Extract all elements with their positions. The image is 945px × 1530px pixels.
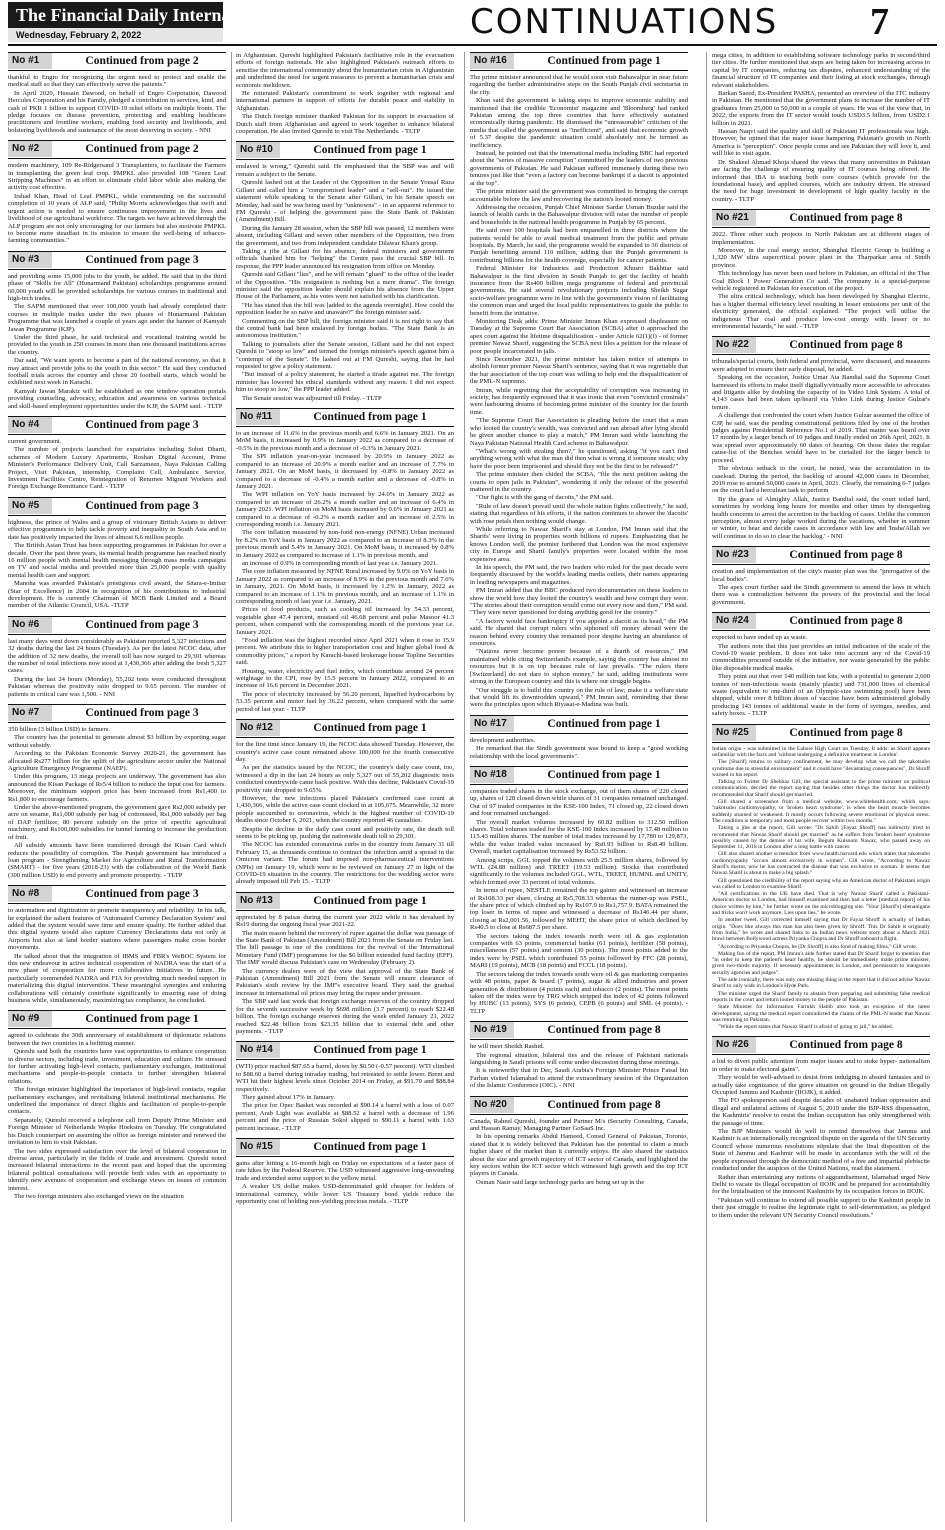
- article-paragraph: The sectors taking the index towards south were oil & gas marketing companies with 48 points, paper & board (7 points), sugar & allied industries and power generation & distribution (4 points each) and tobacco (2 points). The most points taken off the index were by TRG which stripped the index of 42 points followed by HUBC (13 points), SYS (6 points), CEPB (6 points) and SML (4 points). - TLTP: [470, 970, 688, 1015]
- article-paragraph: The SAPM mentioned that over 100,000 youth had already completed their courses in multiple trades under the two phases of Hunarmand Pakistan Programme that was launched a couple of years ago under the banner of Kamyab Jawan Programme (KJP).: [8, 303, 226, 333]
- article-number: No #7: [8, 705, 52, 721]
- article-body: [8, 519, 226, 610]
- article-paragraph: Speaking on the occasion, Justice Umar Ata Bandial said the Supreme Court harnessed its efforts to make itself digitally/virtually more accessible to advocates and litigants alike by doubling the capacity of its Video Link System. A total of 4,143 cases had been taken up/heard via Video Link during Justice Gulzar's tenure.: [712, 374, 930, 411]
- article-number: No #23: [712, 547, 756, 563]
- column-divider: [706, 52, 707, 1522]
- article-paragraph: The prime minister then chided the SCBA, "file the next petition asking the courts to open jails in Pakistan", wondering if only the release of the powerful mattered in the country.: [470, 471, 688, 493]
- article-header: [712, 724, 930, 743]
- column-divider: [464, 52, 465, 1522]
- column-divider: [231, 52, 232, 1522]
- masthead-left: [8, 2, 275, 42]
- article-header: [236, 408, 454, 427]
- article-body: [236, 1063, 454, 1132]
- article-paragraph: Indian origin - was submitted in the Lahore High Court on Tuesday. It adds: as Sharif appears unfamiliar with the facts and 'without undergoing a definitive treatment in London'.: [712, 745, 930, 758]
- article-number: No #1: [8, 53, 52, 69]
- article-title: Continued from page 1: [547, 768, 661, 781]
- article-number: No #15: [236, 1139, 280, 1155]
- article-paragraph: In terms of rupee, NESTLE remained the top gainer and witnessed an increase of Rs108.33 per share, closing at Rs5,708.33 whereas the runner-up was PSEL, the share price of which climbed up by Rs107.9 to Rs1,757.9. BATA remained the top loser in terms of rupee and witnessed a decrease of Rs146.44 per share, closing at Rs2,001.56, followed by MEHT, the share price of which declined by Rs40.5 to close at Rs687.5 per share.: [470, 887, 688, 932]
- article-paragraph: "All certifications in the UK have died. That is why Nawaz Sharif called a Pakistani-American doctor to London, had himself examined and then had a letter [medical report] of his choice written by him," he further wrote on the microblogging site. "Your [Sharif's] shenanigans and tricks won't work anymore. Lies upon lies," he wrote.: [712, 891, 930, 917]
- article: [8, 1010, 226, 1200]
- article-paragraph: The aide ironically, there was only one missing thing in the report that it did not advise Nawaz Sharif to only walk in London's Hyde Park.: [712, 977, 930, 990]
- column-2: [236, 52, 454, 1522]
- article-paragraph: The Senate session was adjourned till Friday. - TLTP: [242, 394, 382, 402]
- article-paragraph: "According to Priyanka Chopra, he [Dr Shroff] is also fond of making films," Gill wrote.: [718, 943, 918, 950]
- article-paragraph: Instead, he pointed out that the international media including BBC had reported about the "series of massive corruption" committed by the leaders of two previous governments of Pakistan. He said Pakistan suffered immensely during these two tenures just like that "even a factory can become bankrupt if a dacoit is appointed at the top".: [470, 150, 688, 187]
- article-paragraph: Osman Nasir said large technology parks are being set up in the: [476, 1178, 645, 1186]
- article-paragraph: Hassan Naqvi said the quality and skill of Pakistani IT professionals was high. However, he opined that the major issue hampering Pakistan's growth in North America is "perception". Once people come and see Pakistan they will love it, and will like to visit again.: [712, 128, 930, 158]
- column-3: [470, 52, 688, 1522]
- article-title: Continued from page 8: [547, 1098, 661, 1111]
- article-paragraph: Talking to Twitter Dr Shehbaz Gill, the special assistant to the prime minister on political communication, decried the report saying that besides other things the doctor has indirectly recommended that Sharif should get married.: [712, 779, 930, 798]
- article: [8, 52, 226, 134]
- article-title: Continued from page 3: [85, 419, 199, 432]
- article-number: No #8: [8, 886, 52, 902]
- article-body: [8, 726, 226, 879]
- article-paragraph: Qureshi said Gillani "lies", and he will remain "glued" to the office of the leader of the Opposition. "His resignation is nothing but a mere drama". The foreign minister said the opposition leader should explain his absence from the Upper House of the Parliament, as his votes were not satisfied with his clarification.: [236, 271, 454, 301]
- article-body: [712, 746, 930, 1031]
- article-paragraph: The NCOC has extended coronavirus curbs in the country from January 31 till February 15, as thousands continue to contract the infection amid a spread in the Omicron variant. The forum had imposed non-pharmaceutical interventions (NPIs) on January 19, which were to be reviewed on January 27 in light of the COVID-19 situation in the country. The restrictions for the wedding sector were already imposed till Feb 15. - TLTP: [236, 841, 454, 886]
- article-paragraph: As per the statistics issued by the NCOC, the country's daily case count, too, witnessed a dip in the last 24 hours as only 5,327 out of 55,202 diagnostic tests conducted countrywide came back positive. With this decline, Pakistan's Covid-19 positivity rate dropped to 9.65%.: [236, 764, 454, 794]
- article-header: [470, 52, 688, 71]
- article-header: [8, 140, 226, 159]
- article-header: [8, 616, 226, 635]
- article-number: No #12: [236, 720, 280, 736]
- article: [236, 1138, 454, 1205]
- article-paragraph: Irshad Khan, Head of Leaf PMPKL, while commenting on the successful completion of 10 years of ALP said, "Philip Morris acknowledges that swift and urgent action is needed to ensure continuous improvement in the lives and livelihood of our agricultural workforce. The targets we have achieved through the ALP program are not only encouraging for our farmers but also motivate PMPKL to become more steadfast in its mission to ensure the well-being of tobacco-farming communities.": [8, 192, 226, 245]
- article: [8, 885, 226, 1004]
- article-paragraph: The authors note that this just provides an initial indication of the scale of the Covid-19 waste problem. It does not take into account any of the Covid-19 commodities procured outside of the initiative, nor waste generated by the public like disposable medical masks.: [712, 642, 930, 672]
- article: [470, 766, 688, 1015]
- article-title: Continued from page 1: [313, 722, 427, 735]
- article-header: [8, 497, 226, 516]
- article-paragraph: Manoha was awarded Pakistan's prestigious civil award, the Sitara-e-Imtiaz (Star of Excellence) in 2004 in recognition of his contributions to industrial development. He is currently Chairman of MCB Bank Limited and a Board member of the Atlantic Council, USA. -TLTP: [8, 580, 226, 610]
- article-body: [236, 741, 454, 886]
- article-paragraph: The price for Opec Basket was recorded at $90.14 a barrel with a loss of 0.07 percent, Arab Light was available at $88.52 a barrel with a decrease of 1.96 percent and the price of Russian Sokol slipped to $90.11 a barrel with 1.63 percent increase. - TLTP: [236, 1102, 454, 1132]
- article-paragraph: Commenting on the SBP bill, the foreign minister said it is not right to say that the central bank had been enslaved by foreign bodies. "The State Bank is an autonomous institution.": [236, 317, 454, 340]
- article-paragraph: The two foreign ministers also exchanged views on the situation: [14, 1192, 184, 1200]
- article-paragraph: During the January 28 session, when the SBP bill was passed, 12 members were absent, including Gillani and seven other members of the Opposition, two from the government, and two from independent candidate Dilawar Khan's group.: [236, 224, 454, 247]
- article: [470, 1021, 688, 1089]
- article: [470, 715, 688, 760]
- article-paragraph: Separately, Qureshi received a telephone call from Deputy Prime Minister and Foreign Minister of Netherlands Wopke Hoekstra on Tuesday. He congratulated his Dutch counterpart on assuming the office as foreign minister and renewed the invitation to him to visit Pakistan.: [8, 1116, 226, 1147]
- article-paragraph: "What's wrong with stealing then?," he questioned, asking "if you can't find anything wrong with what the man did then what is wrong if someone steals; why have the poor been imprisoned and should they not be the first to be released?": [470, 447, 688, 470]
- article-paragraph: He said over 100 hospitals had been empanelled in three districts where the patients would be able to avail medical treatment from the public and private hospitals. By March, he said, the programme would be expanded to 36 districts of Punjab benefiting around 110 million, adding that the Punjab government is contributing billions for the health coverage, especially for cancer patients.: [470, 227, 688, 264]
- article-paragraph: The [Sharif] returns to solitary confinement, he may develop what we call the takotsubo syndrome due to stressful environment" and it could have "devastating consequences", Dr Shroff warned in his report.: [712, 759, 930, 778]
- article-paragraph: Despite the decline in the daily case count and positivity rate, the death toll seems to be picking up, pushing the nationwide death toll to 29,301.: [236, 825, 454, 840]
- article-body: [470, 1043, 688, 1089]
- article-title: Continued from page 3: [85, 499, 199, 512]
- article-number: No #10: [236, 142, 280, 158]
- article-title: Continued from page 3: [85, 253, 199, 266]
- article-paragraph: He reiterated Pakistan's commitment to work together with regional and international partners in support of efforts for durable peace and stability in Afghanistan.: [236, 90, 454, 112]
- article-paragraph: Addressing the occasion, Punjab Chief Minister Sardar Usman Buzdar said the launch of health cards in the Bahawalpur division will raise the number of people and households in the national health programme in Punjab by 65 percent.: [470, 203, 688, 226]
- article-paragraph: "Pakistan will continue to extend all possible support to the Kashmiri people in their just struggle to realise the legitimate right to self-determination, as pledged to them under the relevant UN Security Council resolutions.": [712, 1196, 930, 1219]
- article-paragraph: The number of projects launched for expatriates including Sohni Dharti, schemes of Modern Luxury Apartments, Roshan Digital Account, Prime Minister's Performance Delivery Unit, Call Sarzameen, Naya Pakistan Calling Project, Visit Pakistan, internship, Complaint Cell, Ambulance Service, Investment Facilities Centre, Reintegration of Returnee Migrant Workers and Foreign Exchange Remittance Card. - TLTP: [8, 446, 226, 491]
- article: [236, 141, 454, 402]
- article-paragraph: Gill shared a screenshot from a medical website, www.whitehealth.com, which says: "takotsubo cardiomyopathy, or 'broken heart syndrome', is when the heart muscle becomes suddenly stunned or weakened. It mostly occurs following severe emotional or physical stress. The condition is temporary and most people recover within two months.": [712, 799, 930, 824]
- article-title: Continued from page 3: [85, 888, 199, 901]
- article-header: [236, 1138, 454, 1157]
- article-paragraph: They gained about 17% in January.: [242, 1093, 335, 1101]
- article-body: [236, 52, 454, 135]
- article-paragraph: Talking to journalists after the Senate session, Gillani said he did not expect Qureshi to "stoop so low" and termed the foreign minister's speech against him a "contempt of the Senate". He lashed out at FM Qureshi, saying that he had requested to give a policy statement.: [236, 340, 454, 371]
- article-paragraph: The overall market volumes increased by 60.82 million to 312.50 million shares. Total volumes traded for the KSE-100 Index increased by 17.48 million to 115.43 million shares. The number of total trades increased by 17,780 to 129,873, while the value traded value increased by Rs0.93 billion to Rs8.49 billion. Overall, market capitalisation increased by Rs53.52 billion.: [470, 818, 688, 856]
- article-title: Continued from page 8: [789, 1039, 903, 1052]
- article-paragraph: The minister urged the Sharif family to abstain from preparing and submitting false medical reports in the court and return looted money to the people of Pakistan.: [712, 990, 930, 1003]
- article-paragraph: The foreign minister highlighted the importance of high-level contacts, regular parliamentary exchanges, and revitalising bilateral institutional mechanisms. He underlined the importance of direct flights and facilitation of people-to-people contacts.: [8, 1086, 226, 1116]
- article: [712, 209, 930, 330]
- article-paragraph: Since December 2021, the prime minister has taken notice of attempts to abolish former premier Nawaz Sharif's sentence, saying that it was regrettable that the bar association of the top court was willing to help end the disqualification of the PML-N supremo.: [470, 356, 688, 386]
- article-paragraph: "While the report states that Nawaz Sharif is afraid of going to jail," he added.: [718, 1024, 894, 1031]
- article-number: No #24: [712, 613, 756, 629]
- article: [236, 408, 454, 713]
- article-paragraph: A weaker US dollar makes USD-denominated gold cheaper for holders of international currency, while lower US Treasury bond yields reduce the opportunity cost of holding non-yielding precious metals. - TLTP: [236, 1183, 454, 1205]
- article-title: Continued from page 3: [85, 618, 199, 631]
- article-paragraph: Kamyab Jawan Marakiz will be established as one window operation portals providing counseling, advocacy, education and awareness on various technical and skill-based employment opportunities under the KJP, the SAPM said. - TLTP: [8, 387, 226, 410]
- article-body: [470, 737, 688, 760]
- article-paragraph: In April 2020, Hussain Dawood, on behalf of Engro Corporation, Dawood Hercules Corporation and his Family, pledged a contribution in services, kind, and cash of PKR 1 billion to support COVID-19 relief efforts on multiple fronts. The pledge focuses on disease prevention, protecting and enabling healthcare practitioners and frontline workers, enabling food security and livelihoods, and bolstering livelihoods and sustenance of the most deserving in society. - NNI: [8, 89, 226, 134]
- article-paragraph: PM Imran added that the BBC produced two documentaries on these leaders to show the world how they looted the country's wealth and how corrupt they were. "The stories about their corruption would come out every now and then," PM said. "They were never questioned for doing anything good for the country.": [470, 587, 688, 617]
- article: [712, 724, 930, 1031]
- article-paragraph: The SPI inflation year-on-year increased by 20.9% in January 2022 as compared to an increase of 20.9% a month earlier and an increase of 7.7% in January 2021. On an MoM basis, it decreased by -0.8% in January 2022 as compared to a decrease of -0.4% a month earlier and a decrease of -0.8% in January 2021.: [236, 453, 454, 490]
- article-title: Continued from page 1: [313, 1044, 427, 1057]
- article-paragraph: The apex court further said the Sindh government to amend the laws in which there was a contradiction between the powers of the provincial and the local government.: [712, 583, 930, 606]
- article-paragraph: While referring to Nawaz Sharif's stay at London, PM Imran said that the Sharifs' were living in properties worth billions of rupees. Emphasizing that he knows London well, the premier furthered that London was the most expensive city in Europe and Sharif family's properties were located within the most expensive area.: [470, 525, 688, 563]
- article-header: [8, 52, 226, 71]
- article-paragraph: Making fun of the report, PM Imran's aide further stated that Dr Sharif forgot to mention that "in order to keep the patient's heart healthy, he should be immediately made prime minister, given two-thirds majority. If necessary appointments in London, and permission to inaugurate security agencies and judges".: [712, 950, 930, 976]
- article: [712, 612, 930, 717]
- article-number: No #16: [470, 53, 514, 69]
- article-paragraph: The BJP Ministers would do well to remind themselves that Jammu and Kashmir is an internationally recognized dispute on the agenda of the UN Security Council whose numerous resolutions stipulate that the final disposition of the State of Jammu and Kashmir will be made in accordance with the will of the people expressed through the democratic method of a free and impartial plebiscite conducted under the auspices of the United Nations, read the statement.: [712, 1128, 930, 1173]
- article-header: [8, 1010, 226, 1029]
- article-paragraph: The SBP said last week that foreign exchange reserves of the country dropped for the seventh successive week by $698 million (3.7 percent) to reach $22.48 billion. The foreign exchange reserves during the week ended January 21, 2022 reached $22.48 billion from $23.35 billion due to external debt and other payments. - TLTP: [236, 998, 454, 1035]
- article-header: [236, 1041, 454, 1060]
- article-header: [8, 251, 226, 270]
- article-paragraph: "The Supreme Court Bar Association is pleading before the court that a man who looted the country's wealth, was convicted and ran abroad after lying should be given another chance to play a match," PM Imran said while launching the Naya Pakistan National Health Card scheme in Bahawalpur.: [470, 417, 688, 447]
- article-number: No #20: [470, 1097, 514, 1113]
- article-body: [712, 568, 930, 606]
- article-paragraph: Rather than entertaining any notions of aggrandisement, Islamabad urged New Delhi to vacate its illegal occupation of IIOJK and be prepared for accountability for the brutalisation of the innocent Kashmiris by its occupation forces in IIOJK.: [712, 1173, 930, 1196]
- article-paragraph: Dar said, "We want sports to become a part of the national economy, so that it may attract and provide jobs to the youth in this sector." He said they conducted football trials across the country and chose 20 football starts, which would be exhibited next week in Karachi.: [8, 357, 226, 387]
- article-header: [8, 885, 226, 904]
- article-paragraph: It is noteworthy that in Dec, Saudi Arabia's Foreign Minister Prince Faisal bin Farhan visited Islamabad to attend the extraordinary session of the Organization of the Islamic Conference (OIC). - NNI: [470, 1067, 688, 1090]
- article-paragraph: Canada, Raheel Qureshi, founder and Partner M/s iSecurity Consulting, Canada, and Hassan Ramay, Managing Partner GoSaaS Inc.: [470, 1117, 688, 1132]
- article-number: No #14: [236, 1042, 280, 1058]
- article-body: [470, 74, 688, 709]
- article-header: [712, 546, 930, 565]
- article-number: No #22: [712, 337, 756, 353]
- article-header: [236, 141, 454, 160]
- article: [236, 52, 454, 135]
- article-paragraph: Housing, water, electricity and fuel index, which contribute around 24 percent weightage to the CPI, rose by 15.5 percent in January 2022, compared to an increase of 16.6 percent in December 2021.: [236, 667, 454, 690]
- article-title: Continued from page 1: [313, 411, 427, 424]
- article-body: [712, 52, 930, 203]
- article-header: [470, 1021, 688, 1040]
- section-title: CONTINUATIONS: [470, 2, 779, 42]
- article-number: No #4: [8, 417, 52, 433]
- article-paragraph: 2022. Three other such projects in North Pakistan are at different stages of implementation.: [712, 231, 930, 246]
- article-header: [712, 612, 930, 631]
- article-paragraph: Barkan Saeed, Ex-President PASHA, presented an overview of the ITC industry in Pakistan. He mentioned that the government plans to increase the number of IT graduates from 25,000 to 50,000 in a couple of years. He was of the view that, in 2022, the exports from the IT sector would touch USD3.5 billion, from USD2.1 billion in 2021.: [712, 90, 930, 127]
- article-paragraph: highness, the prince of Wales and a group of visionary British Asians to deliver effective programmes to help tackle poverty and inequality in South Asia and to date has positively impacted the lives of almost 6.6 million people.: [8, 518, 226, 541]
- article-body: [8, 438, 226, 491]
- article-number: No #13: [236, 893, 280, 909]
- article-paragraph: modern machinery, 109 Re-Ridgersand 3 Transplanters, to facilitate the Farmers in transplanting the green leaf crop. PMPKL also provided 108 "Green Leaf Stripping Machines" in an effort to eliminate child labor while also making the activity cost effective.: [8, 162, 226, 192]
- article: [8, 704, 226, 879]
- page-number: 7: [870, 1, 889, 43]
- article-paragraph: "But instead of a policy statement, he started a tirade against me. The foreign minister has lowered his ethical standards without any reason. I did not expect him to stoop so low," the PPP leader added.: [236, 371, 454, 394]
- article-title: Continued from page 1: [85, 1013, 199, 1026]
- article-paragraph: 350 billion (3 billion USD) to farmers.: [8, 726, 111, 733]
- article-paragraph: Gill also shared another screenshot from www.health.harvard.edu which states that takotsubo cardiomyopathy "occurs almost exclusively in women". Gill wrote, "According to Nawaz Sharif's doctor, now he has contracted the disease that was exclusive to woman. It seems that Nawaz Sharif is about to make a big splash.": [712, 851, 930, 877]
- article: [712, 336, 930, 540]
- article-body: [8, 907, 226, 1004]
- article-paragraph: State Minister for Information Farrukh Habib also took an exception of the latest development, saying the medical report contradicted the claims of the PML-N leader that Nawaz was returning to Pakistan.: [712, 1004, 930, 1023]
- article-paragraph: "A factory would face bankruptcy if you appoint a dacoit as its head," the PM said. He shared that corrupt rulers who siphoned off money abroad were the reason behind every country that remained poor despite having an abundance of resources.: [470, 617, 688, 648]
- article-paragraph: Moreover, in the coal energy sector, Shanghai Electric Group is building a 1,320 MW ultra supercritical power plant in the Tharparkar area of Sindh province.: [712, 246, 930, 269]
- article-paragraph: "He has stated that the bill was [added to the agenda overnight]. How could the opposition leader be so naive and unaware?" the foreign minister said.: [236, 301, 454, 317]
- article-header: [470, 715, 688, 734]
- article-paragraph: last many days went down considerably as Pakistan reported 5,327 infections and 32 deaths during the last 24 hours (Tuesday). As per the latest NCOC data, after the addition of 32 new deaths, the overall toll has now surged to 29,301 whereas the number of total infections now stood at 1,430,366 after adding the fresh 5,327 cases.: [8, 637, 226, 675]
- article-paragraph: Under the third phase, he said technical and vocational training would be provided to the youth in 250 courses in more than one thousand institutions across the country.: [8, 333, 226, 356]
- article-header: [712, 1036, 930, 1055]
- issue-date: Wednesday, February 2, 2022: [8, 28, 223, 42]
- article-title: Continued from page 8: [789, 212, 903, 225]
- article-title: Continued from page 3: [85, 707, 199, 719]
- article-paragraph: In another tweet, Gill corrected himself saying that Dr Fayaz Shroff is actually of Indian origin. "Does like always this man has also been given by Shroff. This Dr Sahib is originally from India," he wrote and shared links to an Indian news website story about a March 2021 brawl between Bollywood actress Priyanka Chopra and Dr Shroff onboard a flight.: [712, 917, 930, 943]
- column-4: [712, 52, 930, 1522]
- article-body: [470, 1118, 688, 1187]
- article-paragraph: in Afghanistan. Qureshi highlighted Pakistan's facilitative role in the evacuation efforts of foreign nationals. He also highlighted Pakistan's outreach efforts to sensitise the international community about the humanitarian crisis in Afghanistan and underlined the need for urgent measures to prevent a humanitarian crisis and economic meltdown.: [236, 52, 454, 89]
- article-paragraph: Federal Minister for Industries and Production Khusro Bakhtiar said Bahawalpur is the first division in South Punjab to get the facility of health insurance from the Rs400 billion mega programme of federal and provincial governments. He said several revolutionary projects including Sheikh Sugar socio-welfare programme were in line with the government's vision of facilitating the common man and urged the local public representatives to guide the public to benefit from the initiative.: [470, 265, 688, 317]
- article-paragraph: thankful to Engro for recognizing the urgent need to protect and enable the medical staff so that they can effectively serve the patients.": [8, 74, 226, 89]
- article-title: Continued from page 2: [85, 143, 199, 156]
- article-title: Continued from page 8: [789, 615, 903, 628]
- article-paragraph: During the last 24 hours (Monday), 55,202 tests were conducted throughout Pakistan whereas the positivity ratio dropped to 9.65 percent. The number of patients in critical care was 1,500. - NNI: [8, 675, 226, 698]
- article-paragraph: mega cities, in addition to establishing software technology parks in second/third tier cities. He further mentioned that steps are being taken for increasing access to capital by IT companies, reducing tax disputes, enhanced understanding of the financial structure of IT companies and their listing at stock exchanges, through relevant stakeholders.: [712, 52, 930, 89]
- article-paragraph: Khan said the government is taking steps to improve economic stability and mentioned that the credible 'Economist' magazine and 'Bloomberg' had ranked Pakistan among the top three countries that have effectively sustained economically during pandemic. He dismissed the "unreasonable" criticism of the media that called the government as "inefficient", and said that economic growth of 5.37 despite the pandemic situation could absolutely not be termed as inefficiency.: [470, 97, 688, 149]
- article-paragraph: All subsidy amounts have been transferred through the Kisan Card which reduces the possibility of corruption. The Punjab government has introduced a loan program - Strengthening Market for Agriculture and Rural Transformation (SMART) - for five years (2018-23) with the collaboration of the World Bank (300 million USD) to end poverty and promote prosperity. - TLTP: [8, 842, 226, 879]
- article-header: [712, 209, 930, 228]
- article-number: No #19: [470, 1022, 514, 1038]
- article-title: Continued from page 1: [547, 717, 661, 730]
- article-paragraph: The core inflation measured by NFNE Rural increased by 9.0% on YoY basis in January 2022 as compared to an increase of 8.9% in the previous month and 7.6% in January, 2021. On MoM basis, it increased by 1.2% in January, 2022 as compared to an increase of 1.1% in previous month, and an increase of 1.1% in corresponding month of last year i.e. January, 2021.: [236, 568, 454, 605]
- article-title: Continued from page 8: [789, 549, 903, 562]
- article-paragraph: Imran, while regretting that the acceptability of corruption was increasing in society, has frequently expressed that it was ironic that even "convicted criminals" were harbouring dreams of becoming prime minister of the country for the fourth time.: [470, 386, 688, 416]
- article-header: [470, 766, 688, 785]
- article-body: [236, 1160, 454, 1205]
- article-paragraph: He talked about that the integration of IBMS and FBR's WeBOC System for this new endeavour in active technical cooperation of NADRA was the start of a new phase of cooperation for more collaborative initiatives in future. He particularly commended NADRA and FIA for providing much needed support in materializing this digital intervention. These meaningful synergies and enduring collaborations will certainly contribute significantly to ensuring ease of doing business while, simultaneously, maximizing tax compliance, he concluded.: [8, 952, 226, 1004]
- article-paragraph: Among scrips, GGL topped the volumes with 25.5 million shares, followed by WTL (24.88 million) and TREET (19.53 million). Stocks that contributed significantly to the volumes included GGL, WTL, TREET, HUMNL and UNITY, which formed over 33 percent of total volumes.: [470, 856, 688, 886]
- article-paragraph: The prime minister announced that he would soon visit Bahawalpur in near future regarding the further administrative steps on the South Punjab civil secretariat in the city.: [470, 74, 688, 96]
- article: [712, 52, 930, 203]
- article-paragraph: The FO spokesperson said despite decades of unabated Indian oppression and illegal and unilateral actions of August 5, 2019 under the BJP-RSS dispensation, the Kashmiris' resolve to resist the Indian occupation has only strengthened with the passage of time.: [712, 1097, 930, 1127]
- article-number: No #25: [712, 725, 756, 741]
- article-paragraph: They point out that over 140 million test kits, with a potential to generate 2,600 tonnes of non-infectious waste (mainly plastic) and 731,000 litres of chemical waste (equivalent to one-third of an Olympic-size swimming pool) have been shipped, while over 8 billion doses of vaccine have been administered globally producing 143 tonnes of additional waste in the form of syringes, needles, and safety boxes. - TLTP: [712, 673, 930, 718]
- article-paragraph: to automation and digitization to promote transparency and reliability. In his talk, he explained the salient features of 'Automated Currency Declaration System' and added that the system would save time and ensure quality. He further added that this digital system would also capture Currency Declarations data not only at Airports but also at land border stations where passengers make cross border movements.: [8, 907, 226, 952]
- article: [8, 416, 226, 491]
- article-paragraph: The main reason behind the recovery of rupee against the dollar was passage of the State Bank of Pakistan (Amendment) Bill 2021 from the Senate on Friday last. The bill passage is one of the conditions for the revival of the International Monetary Fund (IMF) programme for the $6 billion extended fund facility (EFF). The IMF would discuss Pakistan's case on Wednesday (February 2).: [236, 929, 454, 967]
- article-paragraph: he will meet Sheikh Rashid.: [470, 1043, 545, 1051]
- article: [470, 1096, 688, 1187]
- article-paragraph: Taking a jibe at the report, Gill wrote: "Dr Sahib [Fayaz Shroff] has indirectly tried to recommend that Nawaz Sharif should get married" as he suffers from 'broken heart' syndrome possibly caused by the demise of his wife, Begum Kulsoom Nawaz, who passed away on September 11, 2018 in London after a long battle with cancer.: [712, 825, 930, 851]
- article-paragraph: This technology has never been used before in Pakistan, an official of the Thar Coal Block 1 Power Generation Co said. The company is a special-purpose vehicle registered in Pakistan for execution of the project.: [712, 270, 930, 292]
- article-header: [236, 892, 454, 911]
- article-body: [8, 162, 226, 244]
- article-body: [8, 74, 226, 134]
- article-body: [236, 163, 454, 402]
- article-paragraph: expected to have ended up as waste.: [712, 634, 808, 642]
- article-body: [8, 638, 226, 698]
- article-paragraph: He remarked that the Sindh government was bound to keep a "good working relationship with the local governments".: [470, 745, 688, 760]
- article-body: [712, 634, 930, 717]
- article-paragraph: The British Asian Trust has been supporting programmes in Pakistan for over a decade. Over the past three years, its mental health programme has reached nearly 16 million people with mental health messaging through mass media campaigns on TV and social media and provided more than 25,000 people with quality mental health care and support.: [8, 542, 226, 579]
- article-paragraph: agreed to celebrate the 30th anniversary of establishment of diplomatic relations between the two countries in a befitting manner.: [8, 1032, 226, 1047]
- article-paragraph: The obvious setback to the court, he noted, was the accumulation in its caseload. During the period, the backlog of around 42,000 cases in December, 2019 rose to around 50,000 cases in April, 2021. Clearly, the remaining 6-7 judges on the court had a herculean task to perform: [712, 465, 930, 495]
- masthead-rule: [8, 44, 937, 46]
- article-paragraph: Monitoring Desk adds: Prime Minister Imran Khan expressed displeasure on Tuesday at the Supreme Court Bar Association (SCBA) after it approached the apex court against the lifetime disqualification - under Article 62(1)(f) - of former premier Nawaz Sharif, suggesting the SCBA next files a petition for the release of poor people incarcerated in jails.: [470, 318, 688, 355]
- article-paragraph: appreciated by 8 paisas during the current year 2022 while it has devalued by Rs19 during the ongoing fiscal year 2021-22.: [236, 913, 454, 929]
- article-paragraph: Prices of food products, such as cooking oil increased by 54.33 percent, vegetable ghee 47.4 percent, mustard oil 46.68 percent and pulse Masoor 41.3 percent, when compared with the corresponding month of the previous year i.e. January 2021.: [236, 606, 454, 636]
- article-paragraph: The WPI inflation on YoY basis increased by 24.0% in January 2022 as compared to an increase of 26.2% a month earlier and an increase of 6.4% in January 2021. WPI inflation on MoM basis increased by 0.6% in January 2021 as compared to a decrease of -0.2% a month earlier and an increase of 2.5% in corresponding month i.e. January 2021.: [236, 491, 454, 528]
- article-paragraph: enslaved is wrong," Qureshi said. He emphasised that the SBP was and will remain a subject to the Senate.: [236, 163, 454, 178]
- article-paragraph: "Rule of law doesn't prevail until the whole nation fights collectively," he said, stating that regardless of his efforts, if the nation continues to shower the 'dacoits' with rose petals then nothing would change.: [470, 502, 688, 525]
- article-paragraph: In his speech, the PM said, the two leaders who ruled for the past decade were frequently discussed by the world's leading media outlets, their names appearing in leading newspapers and magazines.: [470, 564, 688, 586]
- article-paragraph: Taking a jibe at Gillani for his absence, federal ministers and government officials thanked him for "helping" the Centre pass the crucial SBP bill. In response, the PPP leader announced his resignation from office on Monday.: [236, 247, 454, 270]
- article-header: [236, 719, 454, 738]
- article-paragraph: The sectors taking the index towards north were oil & gas exploration companies with 63 points, commercial banks (61 points), fertilizer (58 points), miscellaneous (57 points) and cement (30 points). The most points added to the index were by PSEL which contributed 55 points followed by FFC (28 points), MARI (19 points), MCB (18 points) and FCCL (18 points).: [470, 932, 688, 970]
- article-body: [236, 430, 454, 713]
- article-paragraph: (WTI) price reached $87.65 a barrel, down by $0.50 (-0.57 percent). WTI climbed to $88.60 a barrel during intraday trading, but retreated to settle lower. Brent and WTI hit their highest levels since October 2014 on Friday, at $91.70 and $88.84 respectively.: [236, 1063, 454, 1093]
- article-title: Continued from page 1: [313, 894, 427, 907]
- article-paragraph: "Our struggle is to build this country on the rule of law; make it a welfare state that would lift its downtrodden upward," PM Imran said, reminding that these were the principles upon which Riyasat-e-Madina was built.: [470, 686, 688, 709]
- article-paragraph: However, the new infections placed Pakistan's confirmed case count at 1,430,366, while the active case count clocked in at 105,675. Meanwhile, 32 more people succumbed to coronavirus, which is the highest number of COVID-19 deaths since October 6, 2021, when the country reported 46 casualties.: [236, 794, 454, 825]
- article: [712, 1036, 930, 1219]
- article: [8, 251, 226, 410]
- article: [236, 719, 454, 886]
- article-paragraph: an increase of 0.9% in corresponding month of last year i.e. January 2021.: [242, 559, 438, 567]
- article-paragraph: for the first time since January 19, the NCOC data showed Tuesday. However, the country's active case count remained above 100,000 for the fourth consecutive day.: [236, 741, 454, 763]
- article-number: No #21: [712, 210, 756, 226]
- article-paragraph: companies traded shares in the stock exchange, out of them shares of 220 closed up, shares of 128 closed down while shares of 31 companies remained unchanged. Out of 97 traded companies in the KSE-100 Index, 71 closed up, 22 closed down and four remained unchanged.: [470, 787, 688, 818]
- article: [236, 892, 454, 1036]
- article-paragraph: Gill questioned the credibility of the report saying why an American doctor of Pakistani origin was called to London to examine Sharif.: [712, 877, 930, 890]
- article-header: [8, 416, 226, 435]
- article-paragraph: The ultra critical technology, which has been developed by Shanghai Electric, has a higher thermal efficiency level resulting in lesser emissions per unit of the electricity generated, the official explained. "The project will utilise the indigenous Thar coal and produce low-cost energy with lesser or no environmental hazards," he said. - TLTP: [712, 293, 930, 330]
- article-title: Continued from page 1: [547, 55, 661, 67]
- article-paragraph: to an increase of 11.6% in the previous month and 6.6% in January 2021. On an MoM basis, it increased by 0.9% in January 2022 as compared to a decrease of -0.5% in the previous month and a decrease of -0.3% in January 2021.: [236, 430, 454, 452]
- article-paragraph: tribunals/special courts, both federal and provincial, were discussed, and measures were adopted to ensure their early disposal, he added.: [712, 358, 930, 373]
- article-title: Continued from page 8: [789, 726, 903, 739]
- article-paragraph: The Dutch foreign minister thanked Pakistan for its support in evacuation of Dutch staff from Afghanistan and agreed to work together to enhance bilateral cooperation. He also invited Qureshi to visit The Netherlands. - TLTP: [236, 113, 454, 136]
- article-number: No #9: [8, 1011, 52, 1027]
- article: [470, 52, 688, 709]
- article-body: [712, 358, 930, 540]
- article-paragraph: The two sides expressed satisfaction over the level of bilateral cooperation in diverse areas, particularly in the fields of trade and investment. Qureshi noted increased bilateral interactions in the recent past and hoped that the upcoming bilateral political consultations will provide both sides with an opportunity to identify new avenues of cooperation and exchange views on issues of common interest.: [8, 1147, 226, 1192]
- article-paragraph: Under the above-mentioned program, the government gave Rs2,000 subsidy per acre on sesame, Rs1,000 subsidy per bag of cottonseed, Rs1,000 subsidy per bag of DAP fertilizer, 80 percent subsidy on the price of specific agricultural machinery, and Rs100,000 subsidies for tunnel farming to increase the production of fruit.: [8, 804, 226, 841]
- article-paragraph: Under this program, 13 mega projects are underway. The government has also announced the Kisan Package of Rs5/4 billion to reduce the input cost for farmers. Moreover, the minimum support price has been increased from Rs1,400 to Rs1,800 to encourage farmers.: [8, 773, 226, 803]
- article-title: Continued from page 8: [789, 339, 903, 352]
- article-body: [470, 788, 688, 1015]
- article-body: [8, 273, 226, 410]
- article-number: No #5: [8, 498, 52, 514]
- article-header: [8, 704, 226, 723]
- article: [712, 546, 930, 606]
- article-paragraph: The country has the potential to generate almost $3 billion by exporting sugar without subsidy.: [8, 734, 226, 749]
- article-body: [236, 914, 454, 1036]
- article-paragraph: By the grace of Almighty Allah, Justice Bandial said, the court toiled hard, sometimes by working long hours for months and other times by disregarding health concerns to arrest the accretion in the backlog of cases. Unlike the common perception, almost every judge worked during the vacations, whether in summer or winter, to hear and decide cases in accordance with law and 'Insha'Allah we will continue to do so to clear the backlog.' - NNI: [712, 495, 930, 540]
- article-paragraph: "Our fight is with the gang of dacoits," the PM said.: [476, 494, 614, 502]
- article-paragraph: Qureshi lashed out at the Leader of the Opposition in the Senate Yousaf Raza Gillani and called him a "compromised leader" and a "sell-out". He issued the statement while speaking in the Senate after Gillani, in his Senate speech on Monday, had said he was being used by "unknowns" - in an apparent reference to FM Qureshi - of helping the government pass the State Bank of Pakistan (Amendment) Bill.: [236, 179, 454, 224]
- article-paragraph: and providing some 15,000 jobs to the youth, he added. He said that in the third phase of "Skills for All" (Hunarmand Pakistan) scholarships programme around 60,000 youth will be provided scholarships for various courses in traditional and high-tech trades.: [8, 272, 226, 302]
- article-paragraph: "Nations never become poorer because of a dearth of resources," PM maintained while citing Switzerland's example, saying the country has almost no resources but it is on top because rule of law prevails. "The rulers there [Switzerland] do not dare to siphon money," he said, adding institutions were strong in the European country and this is where our struggle begins.: [470, 648, 688, 686]
- article-paragraph: development authorities.: [470, 736, 536, 744]
- article-paragraph: gains after hitting a 16-month high on Friday on expectations of a faster pace of rate hikes by the Federal Reserve. The USD witnessed aggressive long-unwinding trade and extended some support to the yellow metal.: [236, 1159, 454, 1182]
- article-body: [712, 231, 930, 330]
- article-body: [712, 1058, 930, 1219]
- article-number: No #3: [8, 252, 52, 268]
- article: [8, 616, 226, 698]
- article-title: Continued from page 1: [313, 144, 427, 157]
- article-paragraph: They would be well-advised to desist from indulging in absurd fantasies and to actually take cognizance of the grave situation on ground in the Indian Illegally Occupied Jammu and Kashmir (IIOJK), it added.: [712, 1074, 930, 1097]
- article: [8, 140, 226, 244]
- article-paragraph: Qureshi said both the countries have vast opportunities to enhance cooperation in diverse sectors, including trade, investment, education and culture. He stressed for further activating high-level contacts, parliamentary exchanges, institutional mechanisms and people-to-people contacts to further strengthen bilateral relations.: [8, 1048, 226, 1085]
- article-number: No #17: [470, 716, 514, 732]
- article-paragraph: The core inflation measured by non-food non-energy (NFNE) Urban increased by 8.2% on YoY basis in January 2022 as compared to an increase of 8.3% in the previous month and 5.4% in January 2021. On MoM basis, it increased by 0.8% in January 2022 as compared to increase of 1.1% in previous month, and: [236, 529, 454, 559]
- column-1: [8, 52, 226, 1522]
- article-number: No #18: [470, 767, 514, 783]
- masthead: [0, 0, 945, 44]
- article-paragraph: current government.: [8, 438, 62, 446]
- article-paragraph: A challenge that confronted the court when Justice Gulzar assumed the office of CJP, he said, was the pending constitutional petitions filed by one of the brother judges against Presidential Reference No.1 of 2019. That matter was heard over 17 months by a larger bench of 10 judges and finally ended on 26th April, 2021. It was spread over approximately 60 dates of hearing. On those dates the regular cause-list of the Benches would have to be curtailed for the larger bench to proceed.: [712, 412, 930, 464]
- article-body: [8, 1032, 226, 1200]
- article-title: Continued from page 2: [85, 55, 199, 67]
- article-paragraph: "Food inflation was the highest recorded since April 2021 when it rose to 15.9 percent. We attribute this to higher transportation cost and higher global food & commodity prices," a report by Karachi-based brokerage house Topline Securities said.: [236, 637, 454, 667]
- article: [8, 497, 226, 610]
- article-paragraph: The regional situation, bilateral ties and the release of Pakistani nationals languishing in Saudi prisons will come under discussion during these meetings.: [470, 1051, 688, 1066]
- article-paragraph: According to the Pakistan Economic Survey 2020-21, the government has allocated Rs277 billion for the uplift of the agriculture sector under the National Agriculture Emergency Programme (NAEP).: [8, 750, 226, 773]
- article-paragraph: creation and implementation of the city's master plan was the "prerogative of the local bodies".: [712, 568, 930, 583]
- article-number: No #26: [712, 1037, 756, 1053]
- article-header: [470, 1096, 688, 1115]
- article-title: Continued from page 8: [547, 1024, 661, 1037]
- article-number: No #11: [236, 409, 280, 425]
- article: [236, 1041, 454, 1132]
- article-paragraph: In his opening remarks Abdul Hameed, Consul General of Pakistan, Toronto, stated that it is widely believed that Pakistan has the potential to claim a much higher share of the market than it currently enjoys. He also shared the statistics about the size and growth trajectory of ICT sector of Canada, and highlighted the key sectors within the ICT sector which witnessed high growth and the top ICT players in Canada.: [470, 1133, 688, 1178]
- article-title: Continued from page 1: [313, 1140, 427, 1153]
- article-number: No #2: [8, 141, 52, 157]
- newspaper-title: The Financial Daily International: [8, 2, 223, 28]
- article-paragraph: a bid to divert public attention from major issues and to stoke hyper- nationalism in order to make electoral gains".: [712, 1058, 930, 1073]
- article-paragraph: The prime minister said the government was committed to bringing the corrupt accountable before the law and recovering the nation's looted money.: [470, 188, 688, 203]
- article-header: [712, 336, 930, 355]
- article-number: No #6: [8, 617, 52, 633]
- article-paragraph: Dr. Shakeel Ahmad Khoja shared the views that many universities in Pakistan are facing the challenge of ensuring quality of IT courses being offered. He informed that IBA is teaching both core courses (which provide for the foundational base), and applied courses, which are industry driven. He stressed the need for huge investment in development of high quality faculty in the country. - TLTP: [712, 158, 930, 203]
- article-paragraph: The price of electricity increased by 56.20 percent, liquefied hydrocarbons by 53.35 percent and motor fuel by 36.22 percent, when compared with the same period of last year. - TLTP: [236, 690, 454, 713]
- article-paragraph: The currency dealers were of the view that approval of the State Bank of Pakistan (Amendment) Bill 2021 from the Senate will ensure clearance of Pakistan's sixth review by the IMF's executive board. They said the gradual increase in international oil prices may bring the rupee under pressure.: [236, 967, 454, 997]
